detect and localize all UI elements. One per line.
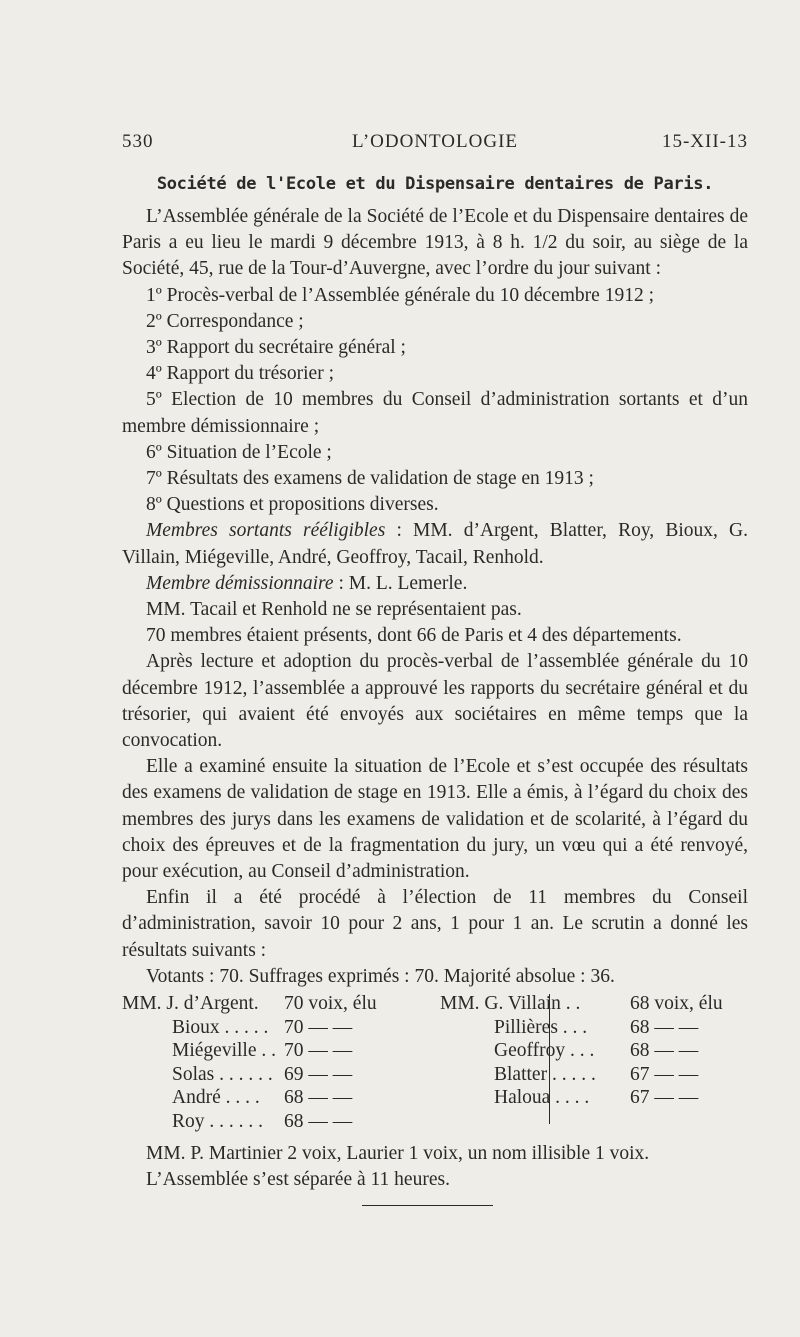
result-row [440,1016,748,1040]
body-paragraph: Elle a examiné ensuite la situation de l’Ecole et s’est occupée des résultats des examens de validation de stage en 1913. Elle a émis, à l’égard du choix des membres des jurys dans les examens de validation et de scolarité, à l’égard du choix des épreuves et de la fragmentation du jury, un vœu qui a été renvoyé, pour exécution, au Conseil d’administration. [122,756,748,883]
body-paragraph: Après lecture et adoption du procès-verbal de l’assemblée générale du 10 décembre 1912, l’assemblée a approuvé les rapports du secrétaire général et du trésorier, qui avaient été envoyés aux sociétaires en même temps que la convocation. [122,651,748,752]
intro-paragraph: L’Assemblée générale de la Société de l’Ecole et du Dispensaire dentaires de Paris a eu lieu le mardi 9 décembre 1913, à 8 h. 1/2 du soir, au siège de la Société, 45, rue de la Tour-d’Auvergne, avec l’ordre du jour suivant : [122,206,748,280]
candidate-votes: 68 — — [630,1016,699,1038]
result-row [122,992,422,1016]
candidate-name: Blatter . . . . . [494,1063,596,1085]
issue-date: 15-XII-13 [661,131,748,152]
agenda-item: 4º Rapport du trésorier ; [146,363,335,385]
journal-title: L’ODONTOLOGIE [351,131,519,152]
candidate-votes: 68 — — [284,1110,353,1132]
result-row [440,1063,748,1087]
agenda-item: 5º Election de 10 membres du Conseil d’administration sortants et d’un membre démissionnaire ; [122,389,748,437]
candidate-name: MM. G. Villain . . [440,993,581,1014]
candidate-votes: 70 — — [284,1016,353,1038]
running-header [122,131,748,159]
candidate-name: Solas . . . . . . [172,1063,273,1085]
demissionnaire-text: : M. L. Lemerle. [333,572,468,594]
candidate-name: André . . . . [172,1087,260,1109]
agenda-item: 2º Correspondance ; [146,310,304,332]
agenda-item: 7º Résultats des examens de validation de stage en 1913 ; [146,468,594,490]
results-column-left [122,992,422,1134]
result-row [440,1086,748,1110]
agenda-item: 8º Questions et propositions diverses. [146,494,439,516]
candidate-votes: 70 — — [284,1040,353,1062]
candidate-name: Roy . . . . . . [172,1110,264,1132]
agenda-item: 1º Procès-verbal de l’Assemblée générale du 10 décembre 1912 ; [146,284,654,306]
candidate-name: Bioux . . . . . [172,1016,269,1038]
article-title: Société de l'Ecole et du Dispensaire dentaires de Paris. [156,174,714,194]
candidate-votes: 69 — — [284,1063,353,1085]
candidate-name: Pillières . . . [494,1016,588,1038]
agenda-item: 3º Rapport du secrétaire général ; [146,337,406,359]
result-row [122,1016,422,1040]
body-paragraph: Enfin il a été procédé à l’élection de 11 membres du Conseil d’administration, savoir 10 pour 2 ans, 1 pour 1 an. Le scrutin a donné les résultats suivants : [122,887,748,961]
result-row [122,1110,422,1134]
page-number: 530 [122,131,154,152]
candidate-name: Miégeville . . [172,1040,276,1062]
candidate-votes: 68 — — [284,1087,353,1109]
body-paragraph: MM. Tacail et Renhold ne se représentaient pas. [146,599,522,621]
other-votes: MM. P. Martinier 2 voix, Laurier 1 voix, un nom illisible 1 voix. [146,1143,650,1164]
closing-text [122,1141,748,1193]
votes-summary: Votants : 70. Suffrages exprimés : 70. Majorité absolue : 36. [146,965,615,987]
result-row [440,1039,748,1063]
article-body [122,204,748,990]
result-row [122,1063,422,1087]
reeligibles-label: Membres sortants rééligibles [146,520,386,542]
end-rule [362,1205,493,1206]
reeligibles-text: : MM. d’Argent, Blatter, Roy, Bioux, G. Villain, Miégeville, André, Geoffroy, Tacail, Renhold. [122,520,748,568]
candidate-name: Haloua . . . . [494,1087,590,1109]
candidate-name: MM. J. d’Argent. [122,993,259,1014]
closing-line: L’Assemblée s’est séparée à 11 heures. [146,1169,450,1191]
demissionnaire-label: Membre démissionnaire [146,572,334,594]
result-row [122,1039,422,1063]
election-results [122,992,748,1132]
candidate-votes: 68 — — [630,1040,699,1062]
agenda-item: 6º Situation de l’Ecole ; [146,441,332,463]
body-paragraph: 70 membres étaient présents, dont 66 de Paris et 4 des départements. [146,625,682,647]
reeligibles-paragraph [122,518,748,570]
candidate-name: Geoffroy . . . [494,1040,595,1062]
candidate-votes: 70 voix, élu [284,993,377,1014]
candidate-votes: 67 — — [630,1087,699,1109]
candidate-votes: 67 — — [630,1063,699,1085]
result-row [122,1086,422,1110]
demissionnaire-paragraph [122,571,748,597]
results-column-right [440,992,748,1110]
candidate-votes: 68 voix, élu [630,993,723,1014]
result-row [440,992,748,1016]
